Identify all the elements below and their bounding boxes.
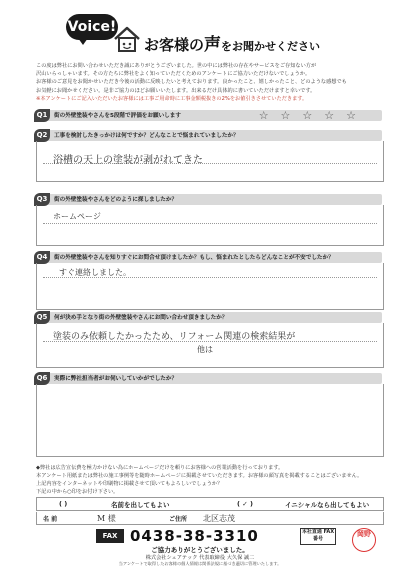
answer-box-q5[interactable] [36,323,384,368]
consent-option-name-mark[interactable]: ( ) [59,500,68,508]
title-prefix: お客様の [144,36,205,54]
consent-option-initial: イニシャルなら出してもよい [285,501,370,509]
question-text: 街の外壁塗装やさんを5段階で評価をお願いします [54,113,181,119]
question-q2 [36,130,382,141]
question-number: Q2 [34,129,50,142]
answer-box-q6[interactable] [36,384,384,457]
answer-box-q2[interactable] [36,141,384,182]
question-number: Q3 [34,193,50,206]
intro-line: お客様のご意見をお聞かせいただき今後の活動に反映したいと考えております。良かったこと、嬉しかったこと、どのような感想でも [36,79,347,86]
handwritten-answer: 塗装のみ依頼したかったため、リフォーム関連の検索結果が [53,332,296,342]
name-address-row [36,512,384,525]
handwritten-answer: すぐ連絡しました。 [59,268,131,277]
question-text: 工事を検討したきっかけは何ですか？どんなことで悩まれていましたか？ [54,133,239,139]
consent-option-name: 名前を出してもよい [111,501,170,509]
handwritten-answer: ホームページ [53,212,101,221]
intro-text [36,62,384,103]
consent-option-initial-mark[interactable]: ( ✓ ) [237,500,253,508]
title-suffix: をお聞かせください [221,40,321,53]
privacy-disclaimer: 当アンケートで取得したお客様の個人情報は関係法規に基づき適切に管理いたします。 [118,561,282,566]
company-name: 株式会社シェアテック 代表取締役 大久保 誠二 [145,555,255,561]
publication-notice [36,464,384,496]
question-text: 何が決め手となり街の外壁塗装やさんにお問い合わせ頂きましたか？ [54,315,228,321]
notice-line: 上記内容をインターネットや印刷物に掲載させて頂いてもよろしいでしょうか？ [36,481,223,487]
consent-row [36,497,384,511]
question-number: Q5 [34,311,50,324]
name-value: M 様 [97,514,116,523]
question-q3 [36,194,382,205]
notice-line: 下記の中から○印をお付け下さい。 [36,489,119,495]
question-q6 [36,373,382,384]
handwritten-answer-continued: 他は [197,345,213,354]
fax-row [96,527,336,543]
handwritten-answer: 浴槽の天上の塗装が剥がれてきた [53,155,203,166]
question-q1 [36,110,382,121]
fax-number: 0438-38-3310 [130,527,259,545]
question-number: Q4 [34,251,50,264]
intro-line: この度は弊社にお問い合わせいただき誠にありがとうございました。世の中には弊社の存在やサービスをご存知ない方が [36,63,317,69]
question-q4 [36,252,382,263]
voice-badge: Voice! [66,14,118,40]
discount-note: ※本アンケートにご記入いただいたお客様には工事ご用命時に工事金額税抜きの2%をお値引きさせていただきます。 [36,95,308,102]
question-text: 街の外壁塗装やさんをどのように探しましたか？ [54,197,178,203]
title-big: 声 [204,35,222,55]
house-icon [112,24,142,54]
name-label: 名 前 [43,516,58,523]
question-text: 実際に弊社担当者がお伺いしていかがでしたか？ [54,376,178,382]
intro-line: お気軽にお聞かせください。是非ご協力のほどお願いいたします。出来るだけ具体的に書いていただけますと幸いです。 [36,87,316,94]
ruled-line [43,223,377,224]
header [0,0,400,62]
question-number: Q6 [34,372,50,385]
answer-box-q4[interactable] [36,263,384,310]
address-value: 北区志茂 [203,514,235,523]
page-title [144,30,320,55]
fax-tag: 本社直通 FAX番号 [300,528,336,545]
intro-line: 沢山いらっしゃいます。その方たちに弊社をよく知っていただくためのアンケートにご協力いただけないでしょうか。 [36,71,311,78]
answer-box-q3[interactable] [36,205,384,246]
star-rating[interactable]: ☆☆☆☆☆ [258,109,368,122]
question-text: 街の外壁塗装やさんを知りすぐにお問合せ頂けましたか？もし、悩まれたとしたらどんなことが不安でしたか？ [54,255,334,261]
thanks-text: ご協力ありがとうございました。 [151,546,249,554]
seal-stamp: 岡野 [352,528,376,552]
fax-icon: FAX [96,529,124,543]
address-label: ご住所 [169,516,188,523]
notice-line: 本アンケート用紙または弊社の施工事例等を随時ホームページに掲載させていただきます。お客様の顔写真を掲載することはございません。 [36,473,363,479]
question-q5 [36,312,382,323]
question-number: Q1 [34,109,50,122]
notice-line: ◆弊社は広告宣伝費を極力かけない為にホームページだけを頼りにお客様への営業活動を行っております。 [36,465,284,471]
voice-bubble-tail [78,38,88,45]
